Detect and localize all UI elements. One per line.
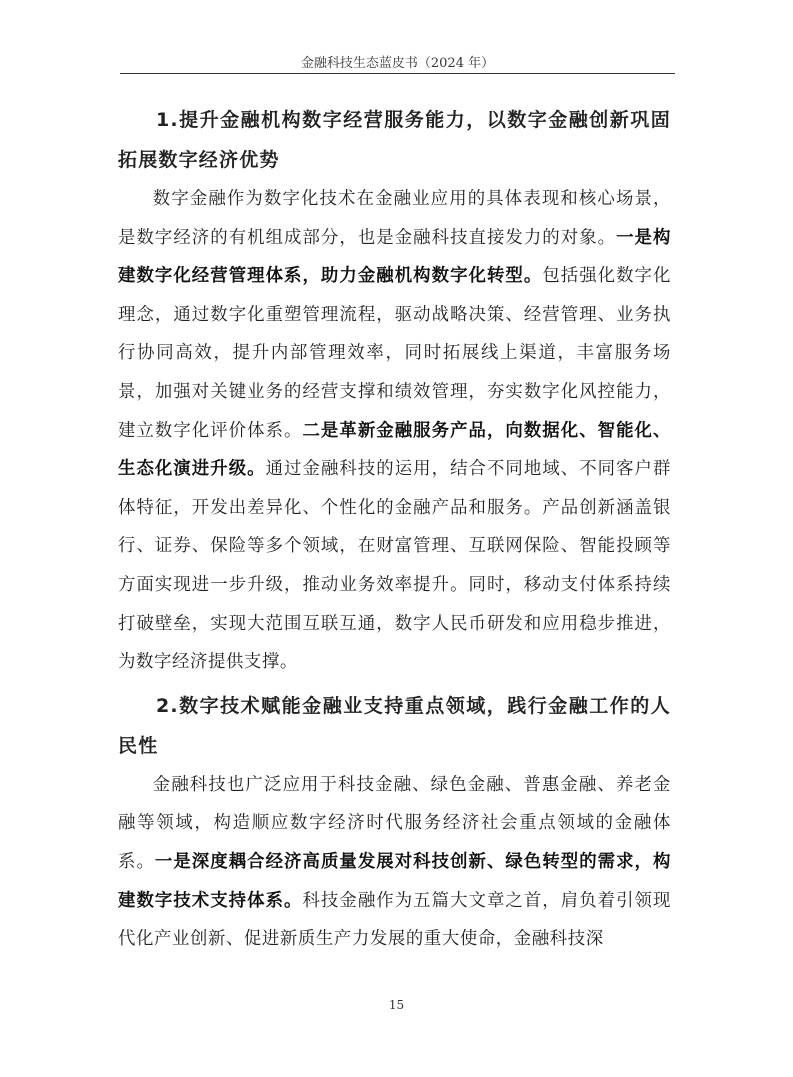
paragraph-text: 通过金融科技的运用，结合不同地域、不同客户群体特征，开发出差异化、个性化的金融产品和服务。产品创新涵盖银行、证券、保险等多个领域，在财富管理、互联网保险、智能投顾等方面实现进一步升级，推动业务效率提升。同时，移动支付体系持续打破壁垒，实现大范围互联互通，数字人民币研发和应用稳步推进，为数字经济提供支撑。: [118, 459, 671, 673]
page-number: 15: [388, 998, 405, 1012]
page-body: [118, 100, 671, 959]
bold-key-point: 一是深度耦合经济高质量发展对科技创新、绿色转型的需求，构建数字技术支持体系。: [118, 851, 671, 911]
section-1-paragraph: [118, 180, 671, 682]
paragraph-text: 包括强化数字化理念，通过数字化重塑管理流程，驱动战略决策、经营管理、业务执行协同高效，提升内部管理效率，同时拓展线上渠道，丰富服务场景，加强对关键业务的经营支撑和绩效管理，夯实数字化风控能力，建立数字化评价体系。: [118, 266, 671, 441]
header-rule: [120, 73, 675, 74]
section-heading-2: 2.数字技术赋能金融业支持重点领域，践行金融工作的人民性: [118, 694, 671, 757]
paragraph-text: 科技金融作为五篇大文章之首，肩负着引领现代化产业创新、促进新质生产力发展的重大使命，金融科技深: [118, 890, 671, 950]
paragraph-text: 数字金融作为数字化技术在金融业应用的具体表现和核心场景，是数字经济的有机组成部分，也是金融科技直接发力的对象。: [118, 189, 671, 248]
paragraph-text: 金融科技也广泛应用于科技金融、绿色金融、普惠金融、养老金融等领域，构造顺应数字经济时代服务经济社会重点领域的金融体系。: [118, 774, 671, 872]
bold-key-point: 一是构建数字化经营管理体系，助力金融机构数字化转型。: [118, 227, 671, 287]
section-2-paragraph: [118, 766, 671, 959]
bold-key-point: 二是革新金融服务产品，向数据化、智能化、生态化演进升级。: [118, 420, 671, 480]
running-header: 金融科技生态蓝皮书（2024 年）: [300, 56, 495, 71]
section-heading-1: 1.提升金融机构数字经营服务能力，以数字金融创新巩固拓展数字经济优势: [118, 109, 671, 171]
